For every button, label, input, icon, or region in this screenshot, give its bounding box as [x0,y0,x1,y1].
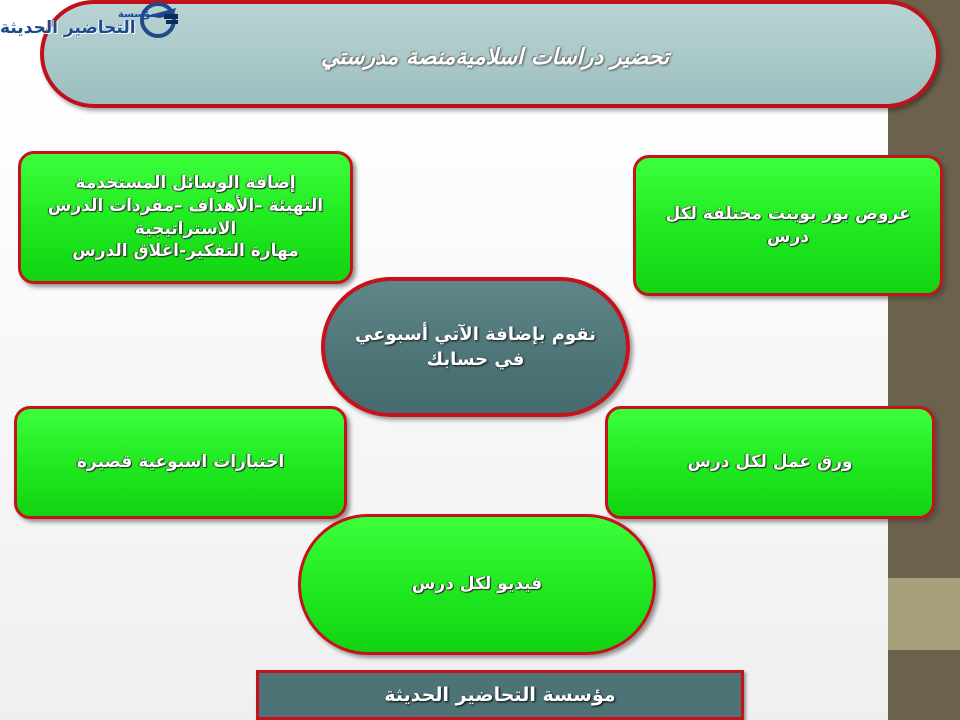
box-line: التهيئة –الأهداف –مفردات الدرس [47,195,324,216]
footer-banner [256,670,744,720]
box-label: فيديو لكل درس [411,574,543,595]
box-label: اختبارات اسبوعية قصيرة [76,452,285,473]
center-line: في حسابك [426,349,525,370]
box-worksheets [605,406,935,519]
box-powerpoint [633,155,943,296]
footer-text: مؤسسة التحاضير الحديثة [384,684,616,706]
box-video [298,514,656,655]
side-strip-bottom [888,650,960,720]
box-line: مهارة التفكير-اغلاق الدرس [72,241,299,262]
logo-icon [138,0,183,40]
logo [0,0,185,42]
logo-small-text: مؤسسة [118,9,157,20]
box-lesson-elements [18,151,353,284]
side-strip-light [888,578,960,650]
center-node [321,277,630,417]
box-line: درس [767,226,809,247]
box-line: الاستراتيجية [134,218,237,239]
box-line: عروض بور بوينت مختلفة لكل [665,203,911,224]
box-label: ورق عمل لكل درس [687,452,853,473]
logo-main-text: التحاضير الحديثة [0,18,136,38]
center-line: نقوم بإضافة الآتي أسبوعي [355,323,596,345]
box-weekly-tests [14,406,347,519]
box-line: إضافة الوسائل المستخدمة [75,172,296,193]
page-title: تحضير دراسات اسلاميةمنصة مدرستي [320,44,670,70]
